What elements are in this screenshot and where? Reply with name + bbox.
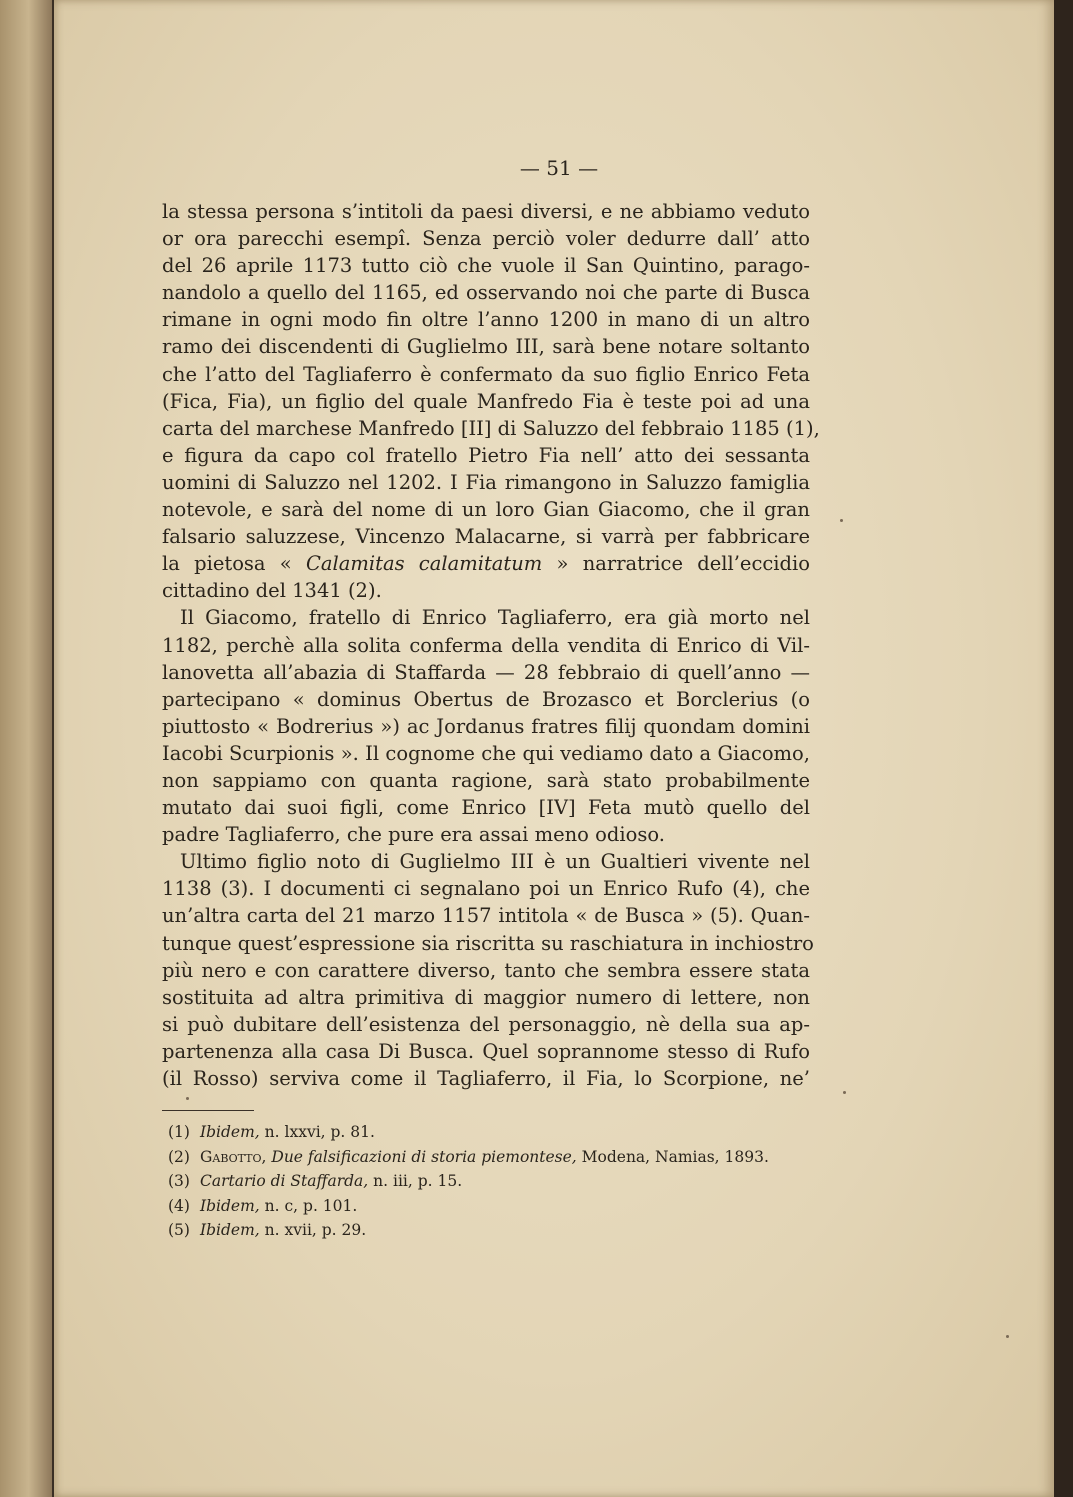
text-line: 1138 (3). I documenti ci segnalano poi un Enrico Rufo (4), che: [162, 877, 810, 901]
previous-page-edge: [0, 0, 52, 1497]
text-line: rimane in ogni modo fin oltre l’anno 1200 in mano di un altro: [162, 308, 810, 332]
text-line: la stessa persona s’intitoli da paesi diversi, e ne abbiamo veduto: [162, 200, 810, 223]
footnote-author: Gabotto,: [200, 1147, 267, 1166]
text-line: cittadino del 1341 (2).: [162, 579, 382, 603]
footnote-text: n. lxxvi, p. 81.: [259, 1123, 375, 1141]
paper-speck: [1006, 1335, 1009, 1338]
footnote-italic: Ibidem,: [200, 1221, 260, 1239]
text-line: partecipano « dominus Obertus de Brozasco et Borclerius (o: [162, 687, 810, 711]
footnote-separator: [162, 1110, 254, 1111]
text-line: più nero e con carattere diverso, tanto che sembra essere stata: [162, 958, 810, 982]
text-line: sostituita ad altra primitiva di maggior numero di lettere, non: [162, 985, 810, 1009]
text-line: tunque quest’espressione sia riscritta su raschiatura in inchiostro: [162, 931, 814, 955]
text-line: del 26 aprile 1173 tutto ciò che vuole il San Quintino, parago-: [162, 254, 810, 278]
paragraph-first-line: Ultimo figlio noto di Guglielmo III è un Gualtieri vivente nel: [180, 850, 810, 874]
text-line: mutato dai suoi figli, come Enrico [IV] Feta mutò quello del: [162, 796, 810, 820]
footnote-italic: Ibidem,: [200, 1123, 260, 1141]
text-line: [162, 550, 810, 577]
footnote: [168, 1169, 808, 1194]
text-line: falsario saluzzese, Vincenzo Malacarne, si varrà per fabbricare: [162, 525, 810, 549]
footnote-number: (4): [168, 1196, 190, 1215]
footnote-number: (2): [168, 1147, 190, 1166]
footnote: [168, 1218, 808, 1243]
paper-speck: [186, 1097, 189, 1100]
text-line: (Fica, Fia), un figlio del quale Manfredo Fia è teste poi ad una: [162, 389, 810, 413]
text-line: carta del marchese Manfredo [II] di Saluzzo del febbraio 1185 (1),: [162, 416, 820, 440]
text-line: nandolo a quello del 1165, ed osservando noi che parte di Busca: [162, 281, 810, 305]
footnote: [168, 1120, 808, 1145]
paragraph-first-line: Il Giacomo, fratello di Enrico Tagliaferro, era già morto nel: [180, 606, 810, 630]
text-line: (il Rosso) serviva come il Tagliaferro, il Fia, lo Scorpione, ne’: [162, 1067, 810, 1090]
paper-speck: [840, 519, 843, 522]
text-fragment: la pietosa «: [162, 552, 306, 576]
text-fragment: » narratrice dell’eccidio: [542, 552, 811, 576]
footnote-italic: Due falsificazioni di storia piemontese,: [266, 1147, 577, 1166]
text-line: e figura da capo col fratello Pietro Fia nell’ atto dei sessanta: [162, 443, 810, 467]
text-line: non sappiamo con quanta ragione, sarà stato probabilmente: [162, 768, 810, 792]
text-line: 1182, perchè alla solita conferma della vendita di Enrico di Vil-: [162, 633, 810, 657]
footnote-number: (3): [168, 1172, 190, 1190]
text-line: notevole, e sarà del nome di un loro Gian Giacomo, che il gran: [162, 498, 810, 522]
text-line: or ora parecchi esempî. Senza perciò voler dedurre dall’ atto: [162, 227, 810, 251]
scan-background-edge: [1054, 0, 1073, 1497]
footnotes: [168, 1120, 808, 1243]
text-line: un’altra carta del 21 marzo 1157 intitola « de Busca » (5). Quan-: [162, 904, 810, 928]
page-number: — 51 —: [519, 156, 599, 180]
footnote-text: n. xvii, p. 29.: [259, 1221, 367, 1239]
text-line: padre Tagliaferro, che pure era assai meno odioso.: [162, 823, 665, 847]
footnote-text: n. iii, p. 15.: [368, 1172, 463, 1190]
text-line: partenenza alla casa Di Busca. Quel soprannome stesso di Rufo: [162, 1039, 810, 1063]
text-line: che l’atto del Tagliaferro è confermato da suo figlio Enrico Feta: [162, 362, 810, 386]
footnote-number: (5): [168, 1221, 190, 1239]
footnote-number: (1): [168, 1123, 190, 1141]
footnote: [168, 1194, 808, 1219]
text-line: uomini di Saluzzo nel 1202. I Fia rimangono in Saluzzo famiglia: [162, 470, 810, 494]
footnote: [168, 1145, 808, 1170]
text-line: si può dubitare dell’esistenza del personaggio, nè della sua ap-: [162, 1012, 810, 1036]
footnote-text: Modena, Namias, 1893.: [576, 1147, 769, 1166]
text-line: ramo dei discendenti di Guglielmo III, sarà bene notare soltanto: [162, 335, 810, 359]
paper-speck: [843, 1091, 846, 1094]
footnote-italic: Cartario di Staffarda,: [200, 1172, 369, 1190]
text-line: lanovetta all’abazia di Staffarda — 28 febbraio di quell’anno —: [162, 660, 810, 684]
body-text: [162, 198, 820, 1092]
footnote-italic: Ibidem,: [200, 1196, 260, 1215]
italic-title: Calamitas calamitatum: [305, 552, 543, 576]
text-line: piuttosto « Bodrerius ») ac Jordanus fratres filij quondam domini: [162, 714, 810, 738]
footnote-text: n. c, p. 101.: [259, 1196, 358, 1215]
text-line: Iacobi Scurpionis ». Il cognome che qui vediamo dato a Giacomo,: [162, 741, 810, 765]
